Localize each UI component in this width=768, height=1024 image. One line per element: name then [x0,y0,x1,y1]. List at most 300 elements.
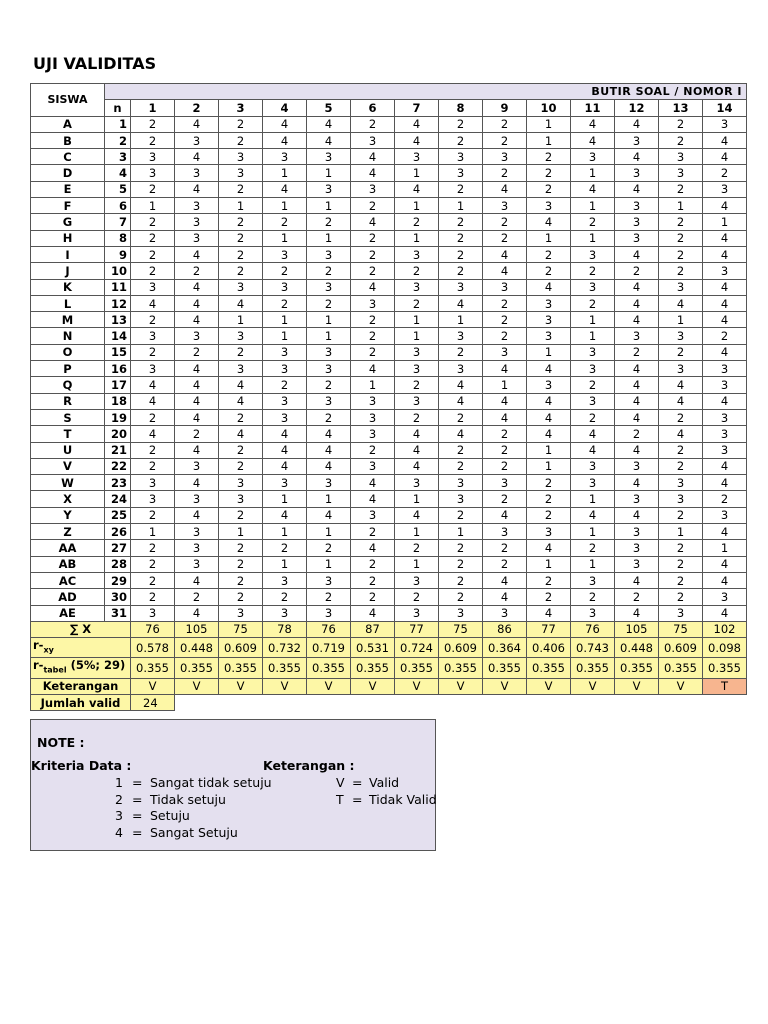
table-row [31,230,747,246]
score-cell: 2 [659,132,703,148]
score-cell: 2 [219,132,263,148]
score-cell: 2 [659,458,703,474]
score-cell: 4 [351,214,395,230]
rxy-cell: 0.719 [307,638,351,658]
score-cell: 3 [131,328,175,344]
student-number: 28 [105,556,131,572]
table-row [31,344,747,360]
score-cell: 4 [175,605,219,621]
note-title: NOTE : [37,735,85,750]
score-cell: 3 [131,475,175,491]
score-cell: 3 [571,572,615,588]
student-name: AC [31,572,105,588]
score-cell: 2 [659,540,703,556]
score-cell: 3 [263,572,307,588]
score-cell: 4 [571,116,615,132]
empty-cell [703,694,747,710]
score-cell: 1 [571,230,615,246]
score-cell: 2 [263,540,307,556]
score-cell: 2 [615,426,659,442]
student-number: 19 [105,409,131,425]
score-cell: 4 [175,116,219,132]
score-cell: 4 [263,458,307,474]
table-row [31,328,747,344]
score-cell: 4 [219,393,263,409]
score-cell: 1 [351,377,395,393]
score-cell: 3 [175,491,219,507]
student-number: 27 [105,540,131,556]
score-cell: 2 [615,263,659,279]
student-name: X [31,491,105,507]
score-cell: 2 [351,572,395,588]
rtabel-suffix: (5%; 29) [66,658,126,673]
score-cell: 1 [307,556,351,572]
score-cell: 4 [307,507,351,523]
score-cell: 2 [659,507,703,523]
score-cell: 4 [615,312,659,328]
score-cell: 3 [175,540,219,556]
score-cell: 4 [131,377,175,393]
student-name: Q [31,377,105,393]
score-cell: 3 [307,246,351,262]
score-cell: 4 [483,589,527,605]
score-cell: 3 [703,263,747,279]
rxy-cell: 0.743 [571,638,615,658]
score-cell: 4 [483,246,527,262]
score-cell: 4 [395,132,439,148]
score-cell: 2 [175,589,219,605]
score-cell: 3 [483,475,527,491]
score-cell: 4 [175,507,219,523]
score-cell: 2 [131,556,175,572]
rxy-cell: 0.531 [351,638,395,658]
score-cell: 2 [527,475,571,491]
score-cell: 4 [395,426,439,442]
score-cell: 2 [659,214,703,230]
score-cell: 3 [659,279,703,295]
score-cell: 1 [263,230,307,246]
score-cell: 3 [263,605,307,621]
score-cell: 4 [703,312,747,328]
score-cell: 4 [351,491,395,507]
score-cell: 2 [659,116,703,132]
score-cell: 3 [571,149,615,165]
score-cell: 4 [659,377,703,393]
score-cell: 4 [703,572,747,588]
score-cell: 3 [703,442,747,458]
score-cell: 1 [527,132,571,148]
score-cell: 4 [615,393,659,409]
score-cell: 4 [175,361,219,377]
rtabel-label [31,658,131,678]
score-cell: 2 [483,214,527,230]
score-cell: 2 [395,377,439,393]
score-cell: 2 [439,458,483,474]
kriteria-equals: = [132,791,143,807]
student-number: 22 [105,458,131,474]
score-cell: 4 [351,540,395,556]
score-cell: 2 [263,263,307,279]
student-name: N [31,328,105,344]
score-cell: 2 [307,540,351,556]
score-cell: 2 [483,442,527,458]
score-cell: 3 [219,328,263,344]
score-cell: 2 [483,458,527,474]
score-cell: 3 [659,475,703,491]
score-cell: 1 [571,328,615,344]
rtabel-cell: 0.355 [571,658,615,678]
keterangan-cell: V [131,678,175,694]
score-cell: 2 [439,589,483,605]
score-cell: 4 [263,426,307,442]
score-cell: 3 [395,344,439,360]
sum-cell: 86 [483,621,527,637]
score-cell: 4 [703,524,747,540]
score-cell: 1 [439,198,483,214]
score-cell: 2 [175,344,219,360]
student-number: 14 [105,328,131,344]
score-cell: 2 [263,214,307,230]
score-cell: 2 [527,572,571,588]
score-cell: 4 [527,605,571,621]
score-cell: 4 [131,295,175,311]
score-cell: 2 [703,165,747,181]
student-name: M [31,312,105,328]
score-cell: 4 [703,149,747,165]
student-number: 29 [105,572,131,588]
score-cell: 2 [615,344,659,360]
score-cell: 2 [483,132,527,148]
score-cell: 1 [219,198,263,214]
score-cell: 3 [615,230,659,246]
score-cell: 3 [351,295,395,311]
score-cell: 2 [351,230,395,246]
score-cell: 1 [527,230,571,246]
score-cell: 1 [395,524,439,540]
score-cell: 2 [131,507,175,523]
keterangan-label: Keterangan : [263,758,355,773]
score-cell: 4 [395,181,439,197]
score-cell: 3 [571,393,615,409]
score-cell: 1 [395,328,439,344]
score-cell: 1 [307,328,351,344]
score-cell: 3 [659,361,703,377]
rtabel-cell: 0.355 [351,658,395,678]
score-cell: 2 [439,214,483,230]
score-cell: 4 [571,442,615,458]
score-cell: 1 [307,312,351,328]
empty-cell [527,694,571,710]
score-cell: 2 [131,181,175,197]
student-number: 10 [105,263,131,279]
score-cell: 3 [571,475,615,491]
jumlah-valid-label: Jumlah valid [31,694,131,710]
score-cell: 4 [703,132,747,148]
score-cell: 1 [703,540,747,556]
score-cell: 4 [615,181,659,197]
item-header: 1 [131,100,175,116]
table-row [31,426,747,442]
score-cell: 4 [439,426,483,442]
keterangan-cell: V [395,678,439,694]
rtabel-label-text: r- [33,658,44,673]
score-cell: 2 [351,328,395,344]
score-cell: 2 [219,589,263,605]
score-cell: 3 [131,279,175,295]
score-cell: 4 [527,540,571,556]
score-cell: 2 [219,507,263,523]
item-header: 3 [219,100,263,116]
empty-cell [307,694,351,710]
table-row [31,524,747,540]
score-cell: 2 [659,556,703,572]
score-cell: 3 [439,279,483,295]
score-cell: 2 [131,230,175,246]
score-cell: 1 [571,491,615,507]
student-number: 25 [105,507,131,523]
score-cell: 3 [351,409,395,425]
score-cell: 2 [659,409,703,425]
score-cell: 3 [615,556,659,572]
score-cell: 3 [571,458,615,474]
item-header: 5 [307,100,351,116]
empty-cell [263,694,307,710]
score-cell: 4 [351,475,395,491]
rxy-cell: 0.724 [395,638,439,658]
student-name: R [31,393,105,409]
score-cell: 2 [571,540,615,556]
score-cell: 1 [219,524,263,540]
score-cell: 3 [351,507,395,523]
student-name: D [31,165,105,181]
score-cell: 2 [571,377,615,393]
score-cell: 4 [703,458,747,474]
student-number: 5 [105,181,131,197]
score-cell: 3 [131,149,175,165]
score-cell: 1 [571,524,615,540]
score-cell: 4 [395,442,439,458]
score-cell: 2 [483,165,527,181]
score-cell: 2 [439,116,483,132]
rxy-cell: 0.578 [131,638,175,658]
student-name: J [31,263,105,279]
score-cell: 4 [351,165,395,181]
score-cell: 3 [351,181,395,197]
score-cell: 2 [219,572,263,588]
student-name: P [31,361,105,377]
score-cell: 3 [659,491,703,507]
rtabel-cell: 0.355 [307,658,351,678]
score-cell: 3 [219,605,263,621]
score-cell: 4 [615,572,659,588]
score-cell: 4 [571,132,615,148]
empty-cell [439,694,483,710]
score-cell: 2 [527,507,571,523]
score-cell: 4 [175,279,219,295]
siswa-header: SISWA [31,84,105,117]
score-cell: 3 [263,344,307,360]
score-cell: 2 [131,409,175,425]
score-cell: 3 [439,149,483,165]
student-name: K [31,279,105,295]
rxy-row [31,638,747,658]
score-cell: 4 [307,442,351,458]
score-cell: 2 [483,491,527,507]
score-cell: 3 [615,214,659,230]
score-cell: 2 [263,295,307,311]
student-name: F [31,198,105,214]
student-number: 9 [105,246,131,262]
keterangan-cell: V [219,678,263,694]
score-cell: 4 [219,295,263,311]
score-cell: 3 [307,344,351,360]
score-cell: 2 [175,263,219,279]
score-cell: 2 [527,149,571,165]
rtabel-row [31,658,747,678]
score-cell: 2 [351,312,395,328]
score-cell: 2 [351,556,395,572]
score-cell: 1 [527,116,571,132]
score-cell: 3 [439,165,483,181]
score-cell: 4 [351,361,395,377]
score-cell: 1 [395,198,439,214]
score-cell: 2 [219,344,263,360]
student-name: A [31,116,105,132]
score-cell: 1 [307,198,351,214]
score-cell: 2 [219,230,263,246]
sum-cell: 76 [307,621,351,637]
score-cell: 1 [263,312,307,328]
sum-cell: 78 [263,621,307,637]
score-cell: 3 [307,475,351,491]
score-cell: 3 [219,475,263,491]
score-cell: 4 [615,295,659,311]
score-cell: 3 [395,149,439,165]
score-cell: 2 [527,181,571,197]
score-cell: 4 [483,361,527,377]
score-cell: 2 [219,263,263,279]
score-cell: 3 [615,198,659,214]
score-cell: 3 [351,426,395,442]
kriteria-number: 1 [115,775,123,790]
score-cell: 2 [263,377,307,393]
kriteria-equals: = [132,775,143,790]
score-cell: 4 [175,393,219,409]
score-cell: 4 [659,295,703,311]
score-cell: 3 [263,393,307,409]
rtabel-cell: 0.355 [483,658,527,678]
score-cell: 4 [703,344,747,360]
score-cell: 3 [483,198,527,214]
score-cell: 3 [175,458,219,474]
rxy-cell: 0.098 [703,638,747,658]
student-name: O [31,344,105,360]
score-cell: 2 [483,556,527,572]
score-cell: 3 [703,409,747,425]
score-cell: 3 [615,458,659,474]
score-cell: 3 [351,393,395,409]
score-cell: 2 [351,344,395,360]
table-row [31,605,747,621]
sum-cell: 105 [615,621,659,637]
score-cell: 4 [351,279,395,295]
score-cell: 3 [307,181,351,197]
score-cell: 3 [615,491,659,507]
kriteria-number: 2 [115,791,123,807]
score-cell: 3 [219,279,263,295]
score-cell: 3 [483,524,527,540]
score-cell: 2 [439,507,483,523]
score-cell: 2 [659,263,703,279]
score-cell: 4 [615,442,659,458]
student-number: 31 [105,605,131,621]
score-cell: 2 [131,116,175,132]
rxy-cell: 0.448 [615,638,659,658]
rxy-cell: 0.448 [175,638,219,658]
student-number: 2 [105,132,131,148]
score-cell: 3 [615,132,659,148]
table-row [31,393,747,409]
score-cell: 1 [395,556,439,572]
validity-table-wrapper [30,83,768,713]
score-cell: 2 [219,181,263,197]
score-cell: 3 [439,475,483,491]
score-cell: 3 [395,605,439,621]
item-header: 13 [659,100,703,116]
score-cell: 4 [615,279,659,295]
keterangan-cell: V [483,678,527,694]
score-cell: 4 [219,377,263,393]
keterangan-cell: V [307,678,351,694]
table-row [31,263,747,279]
score-cell: 3 [175,165,219,181]
keterangan-cell: V [351,678,395,694]
rtabel-cell: 0.355 [395,658,439,678]
rxy-cell: 0.609 [659,638,703,658]
score-cell: 4 [483,393,527,409]
score-cell: 4 [263,116,307,132]
score-cell: 2 [439,442,483,458]
student-name: L [31,295,105,311]
score-cell: 1 [659,198,703,214]
score-cell: 4 [703,605,747,621]
table-row [31,214,747,230]
score-cell: 4 [307,426,351,442]
score-cell: 3 [351,458,395,474]
score-cell: 3 [439,491,483,507]
page-title: UJI VALIDITAS [33,54,157,73]
score-cell: 2 [395,295,439,311]
score-cell: 1 [571,312,615,328]
student-number: 15 [105,344,131,360]
n-header: n [105,100,131,116]
student-name: B [31,132,105,148]
score-cell: 2 [219,540,263,556]
rtabel-cell: 0.355 [439,658,483,678]
score-cell: 2 [131,540,175,556]
student-number: 8 [105,230,131,246]
score-cell: 4 [703,475,747,491]
keterangan-cell: V [659,678,703,694]
score-cell: 4 [703,198,747,214]
score-cell: 2 [439,556,483,572]
score-cell: 3 [307,279,351,295]
score-cell: 4 [615,605,659,621]
rxy-cell: 0.609 [219,638,263,658]
score-cell: 2 [351,246,395,262]
score-cell: 2 [439,409,483,425]
score-cell: 3 [703,181,747,197]
